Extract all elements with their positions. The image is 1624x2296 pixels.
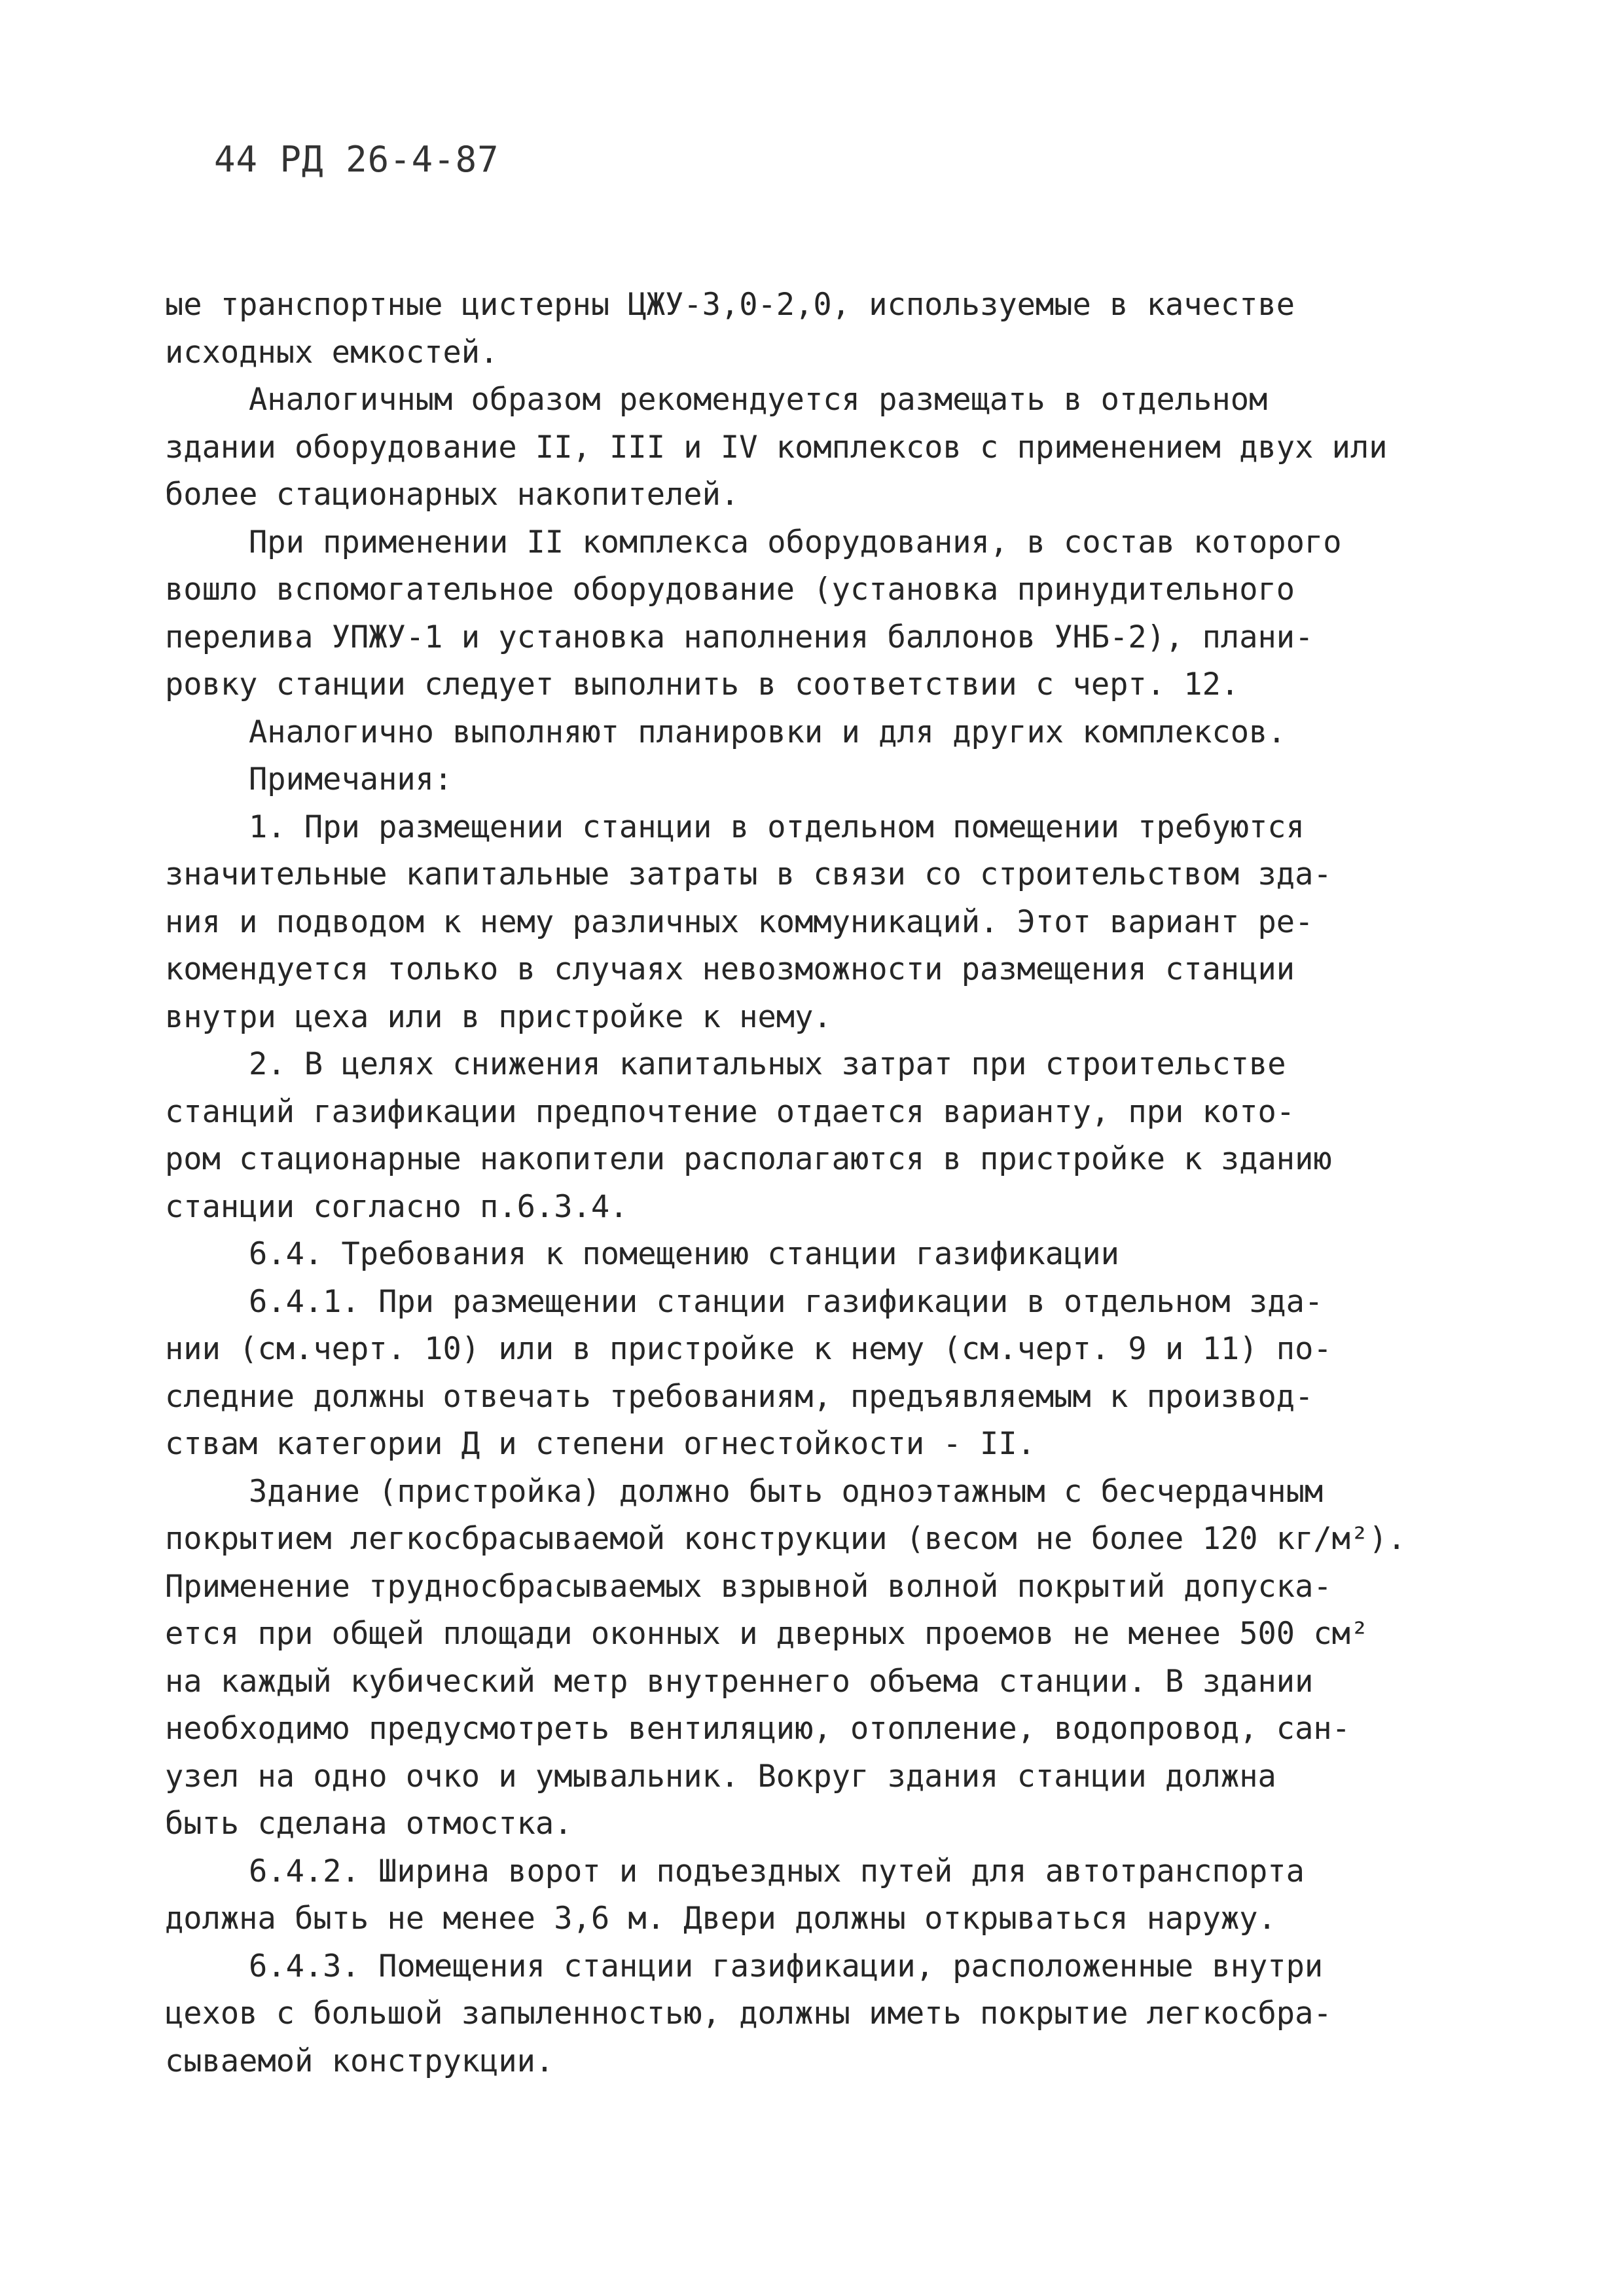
body-text xyxy=(165,282,1422,2085)
text-line: 6.4.2. Ширина ворот и подъездных путей для автотранспорта xyxy=(249,1853,1305,1889)
text-line: ния и подводом к нему различных коммуникаций. Этот вариант ре- xyxy=(165,903,1314,940)
text-line: ровку станции следует выполнить в соответствии с черт. 12. xyxy=(165,666,1240,702)
text-line: перелива УПЖУ-1 и установка наполнения баллонов УНБ-2), плани- xyxy=(165,619,1314,655)
text-line: следние должны отвечать требованиям, предъявляемым к производ- xyxy=(165,1378,1314,1415)
text-line: на каждый кубический метр внутреннего объема станции. В здании xyxy=(165,1663,1314,1700)
text-line: станций газификации предпочтение отдается варианту, при кото- xyxy=(165,1093,1295,1130)
text-line: комендуется только в случаях невозможности размещения станции xyxy=(165,951,1295,987)
text-line: ствам категории Д и степени огнестойкости - II. xyxy=(165,1426,1036,1462)
text-line: вошло вспомогательное оборудование (установка принудительного xyxy=(165,572,1295,608)
text-line: Аналогично выполняют планировки и для других комплексов. xyxy=(249,714,1286,750)
text-line: покрытием легкосбрасываемой конструкции (весом не более 120 кг/м²). xyxy=(165,1521,1406,1557)
text-line: 6.4.1. При размещении станции газификации в отдельном зда- xyxy=(249,1283,1324,1320)
text-line: должна быть не менее 3,6 м. Двери должны открываться наружу. xyxy=(165,1901,1276,1937)
text-line: цехов с большой запыленностью, должны иметь покрытие легкосбра- xyxy=(165,1995,1332,2032)
text-line: Примечания: xyxy=(249,761,453,797)
text-line: исходных емкостей. xyxy=(165,334,499,371)
text-line: Аналогичным образом рекомендуется размещать в отдельном xyxy=(249,382,1268,418)
page-header: 44 РД 26-4-87 xyxy=(214,139,499,180)
text-line: Применение трудносбрасываемых взрывной волной покрытий допуска- xyxy=(165,1568,1332,1605)
text-line: 1. При размещении станции в отдельном помещении требуются xyxy=(249,809,1305,845)
text-line: более стационарных накопителей. xyxy=(165,477,740,513)
text-line: нии (см.черт. 10) или в пристройке к нему (см.черт. 9 и 11) по- xyxy=(165,1331,1332,1367)
text-line: необходимо предусмотреть вентиляцию, отопление, водопровод, сан- xyxy=(165,1711,1350,1747)
text-line: ые транспортные цистерны ЦЖУ-3,0-2,0, используемые в качестве xyxy=(165,287,1295,323)
text-line: Здание (пристройка) должно быть одноэтажным с бесчердачным xyxy=(249,1473,1324,1510)
text-line: ется при общей площади оконных и дверных проемов не менее 500 см² xyxy=(165,1616,1369,1652)
text-line: 6.4.3. Помещения станции газификации, расположенные внутри xyxy=(249,1948,1324,1984)
text-line: сываемой конструкции. xyxy=(165,2043,554,2079)
text-line: При применении II комплекса оборудования, в состав которого xyxy=(249,524,1342,560)
text-line: станции согласно п.6.3.4. xyxy=(165,1188,628,1225)
text-line: 2. В целях снижения капитальных затрат при строительстве xyxy=(249,1046,1286,1082)
text-line: быть сделана отмостка. xyxy=(165,1806,573,1842)
text-line: ром стационарные накопители располагаются в пристройке к зданию xyxy=(165,1141,1332,1177)
text-line: 6.4. Требования к помещению станции газификации xyxy=(249,1236,1119,1272)
text-line: значительные капитальные затраты в связи со строительством зда- xyxy=(165,856,1332,892)
text-line: внутри цеха или в пристройке к нему. xyxy=(165,998,832,1035)
text-line: здании оборудование II, III и IV комплексов с применением двух или xyxy=(165,429,1388,465)
text-line: узел на одно очко и умывальник. Вокруг здания станции должна xyxy=(165,1758,1276,1795)
